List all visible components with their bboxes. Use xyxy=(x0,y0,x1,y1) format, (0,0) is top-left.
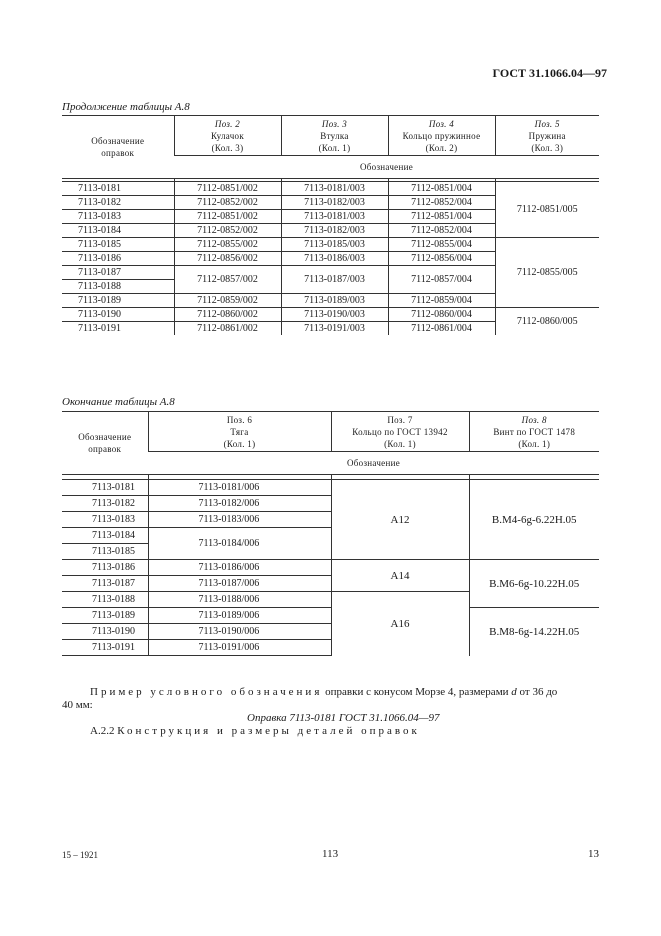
section-heading: A.2.2 Конструкция и размеры деталей оправок xyxy=(90,725,420,737)
table-row: 7113-0183 7112-0851/002 7113-0181/003 7112-0851/004 xyxy=(62,210,599,224)
table-row: 7113-0186 7112-0856/002 7113-0186/003 7112-0856/004 xyxy=(62,252,599,266)
table-row: 7113-0185 xyxy=(62,544,599,560)
standard-header: ГОСТ 31.1066.04—97 xyxy=(492,66,607,80)
example-code: Оправка 7113-0181 ГОСТ 31.1066.04—97 xyxy=(247,712,440,724)
table-row: 7113-0184 7113-0184/006 xyxy=(62,528,599,544)
footer-right: 13 xyxy=(588,848,599,860)
table-row: 7113-0189 7113-0189/006 B.M8-6g-14.22H.05 xyxy=(62,608,599,624)
table-row: 7113-0182 7112-0852/002 7113-0182/003 7112-0852/004 xyxy=(62,196,599,210)
footer-left: 15 – 1921 xyxy=(62,850,98,860)
t1-header-pos3: Поз. 3 Втулка (Кол. 1) xyxy=(281,116,388,156)
page-number: 113 xyxy=(322,848,339,860)
t1-header-pos5: Поз. 5 Пружина (Кол. 3) xyxy=(495,116,599,156)
t1-header-designation: Обозначение оправок xyxy=(62,116,174,179)
t2-pos8-m8: B.M8-6g-14.22H.05 xyxy=(469,608,599,656)
t1-header-pos2: Поз. 2 Кулачок (Кол. 3) xyxy=(174,116,281,156)
table-row: 7113-0187 7113-0187/006 xyxy=(62,576,599,592)
table-row: 7113-0188 7113-0188/006 A16 xyxy=(62,592,599,608)
t2-pos8-m4: B.M4-6g-6.22H.05 xyxy=(469,480,599,560)
table-row: 7113-0184 7112-0852/002 7113-0182/003 7112-0852/004 xyxy=(62,224,599,238)
t2-pos7-a12: A12 xyxy=(331,480,469,560)
table-row: 7113-0190 7113-0190/006 xyxy=(62,624,599,640)
t2-header-pos6: Поз. 6 Тяга (Кол. 1) xyxy=(148,412,331,452)
table-row: 7113-0188 xyxy=(62,280,599,294)
table2 xyxy=(62,411,599,656)
table1 xyxy=(62,115,599,335)
t2-pos8-m6: B.M6-6g-10.22H.05 xyxy=(469,560,599,608)
t2-header-pos8: Поз. 8 Винт по ГОСТ 1478 (Кол. 1) xyxy=(469,412,599,452)
t2-subheader: Обозначение xyxy=(148,452,599,475)
table2-caption: Окончание таблицы А.8 xyxy=(62,396,175,408)
table-row: 7113-0186 7113-0186/006 A14 B.M6-6g-10.22H.05 xyxy=(62,560,599,576)
table-row: 7113-0183 7113-0183/006 xyxy=(62,512,599,528)
example-paragraph: Пример условного обозначения оправки с конусом Морзе 4, размерами d от 36 до xyxy=(90,686,558,698)
example-continuation: 40 мм: xyxy=(62,699,93,711)
table-row: 7113-0190 7112-0860/002 7113-0190/003 7112-0860/004 7112-0860/005 xyxy=(62,308,599,322)
table-row: 7113-0181 7113-0181/006 A12 B.M4-6g-6.22H.05 xyxy=(62,480,599,496)
table-row: 7113-0189 7112-0859/002 7113-0189/003 7112-0859/004 xyxy=(62,294,599,308)
table-row: 7113-0191 7113-0191/006 xyxy=(62,640,599,656)
t1-subheader: Обозначение xyxy=(174,156,599,179)
t2-pos7-a16: A16 xyxy=(331,592,469,656)
table-row: 7113-0185 7112-0855/002 7113-0185/003 7112-0855/004 7112-0855/005 xyxy=(62,238,599,252)
table-row: 7113-0187 7112-0857/002 7113-0187/003 7112-0857/004 xyxy=(62,266,599,280)
t1-pos5-group2: 7112-0855/005 xyxy=(495,238,599,308)
t1-pos5-group3: 7112-0860/005 xyxy=(495,308,599,336)
t1-header-pos4: Поз. 4 Кольцо пружинное (Кол. 2) xyxy=(388,116,495,156)
t2-pos7-a14: A14 xyxy=(331,560,469,592)
t2-header-designation: Обозначение оправок xyxy=(62,412,148,475)
table1-caption: Продолжение таблицы А.8 xyxy=(62,101,190,113)
t1-pos5-group1: 7112-0851/005 xyxy=(495,182,599,238)
table-row: 7113-0182 7113-0182/006 xyxy=(62,496,599,512)
t2-header-pos7: Поз. 7 Кольцо по ГОСТ 13942 (Кол. 1) xyxy=(331,412,469,452)
table-row: 7113-0191 7112-0861/002 7113-0191/003 7112-0861/004 xyxy=(62,322,599,336)
table-row: 7113-0181 7112-0851/002 7113-0181/003 7112-0851/004 7112-0851/005 xyxy=(62,182,599,196)
